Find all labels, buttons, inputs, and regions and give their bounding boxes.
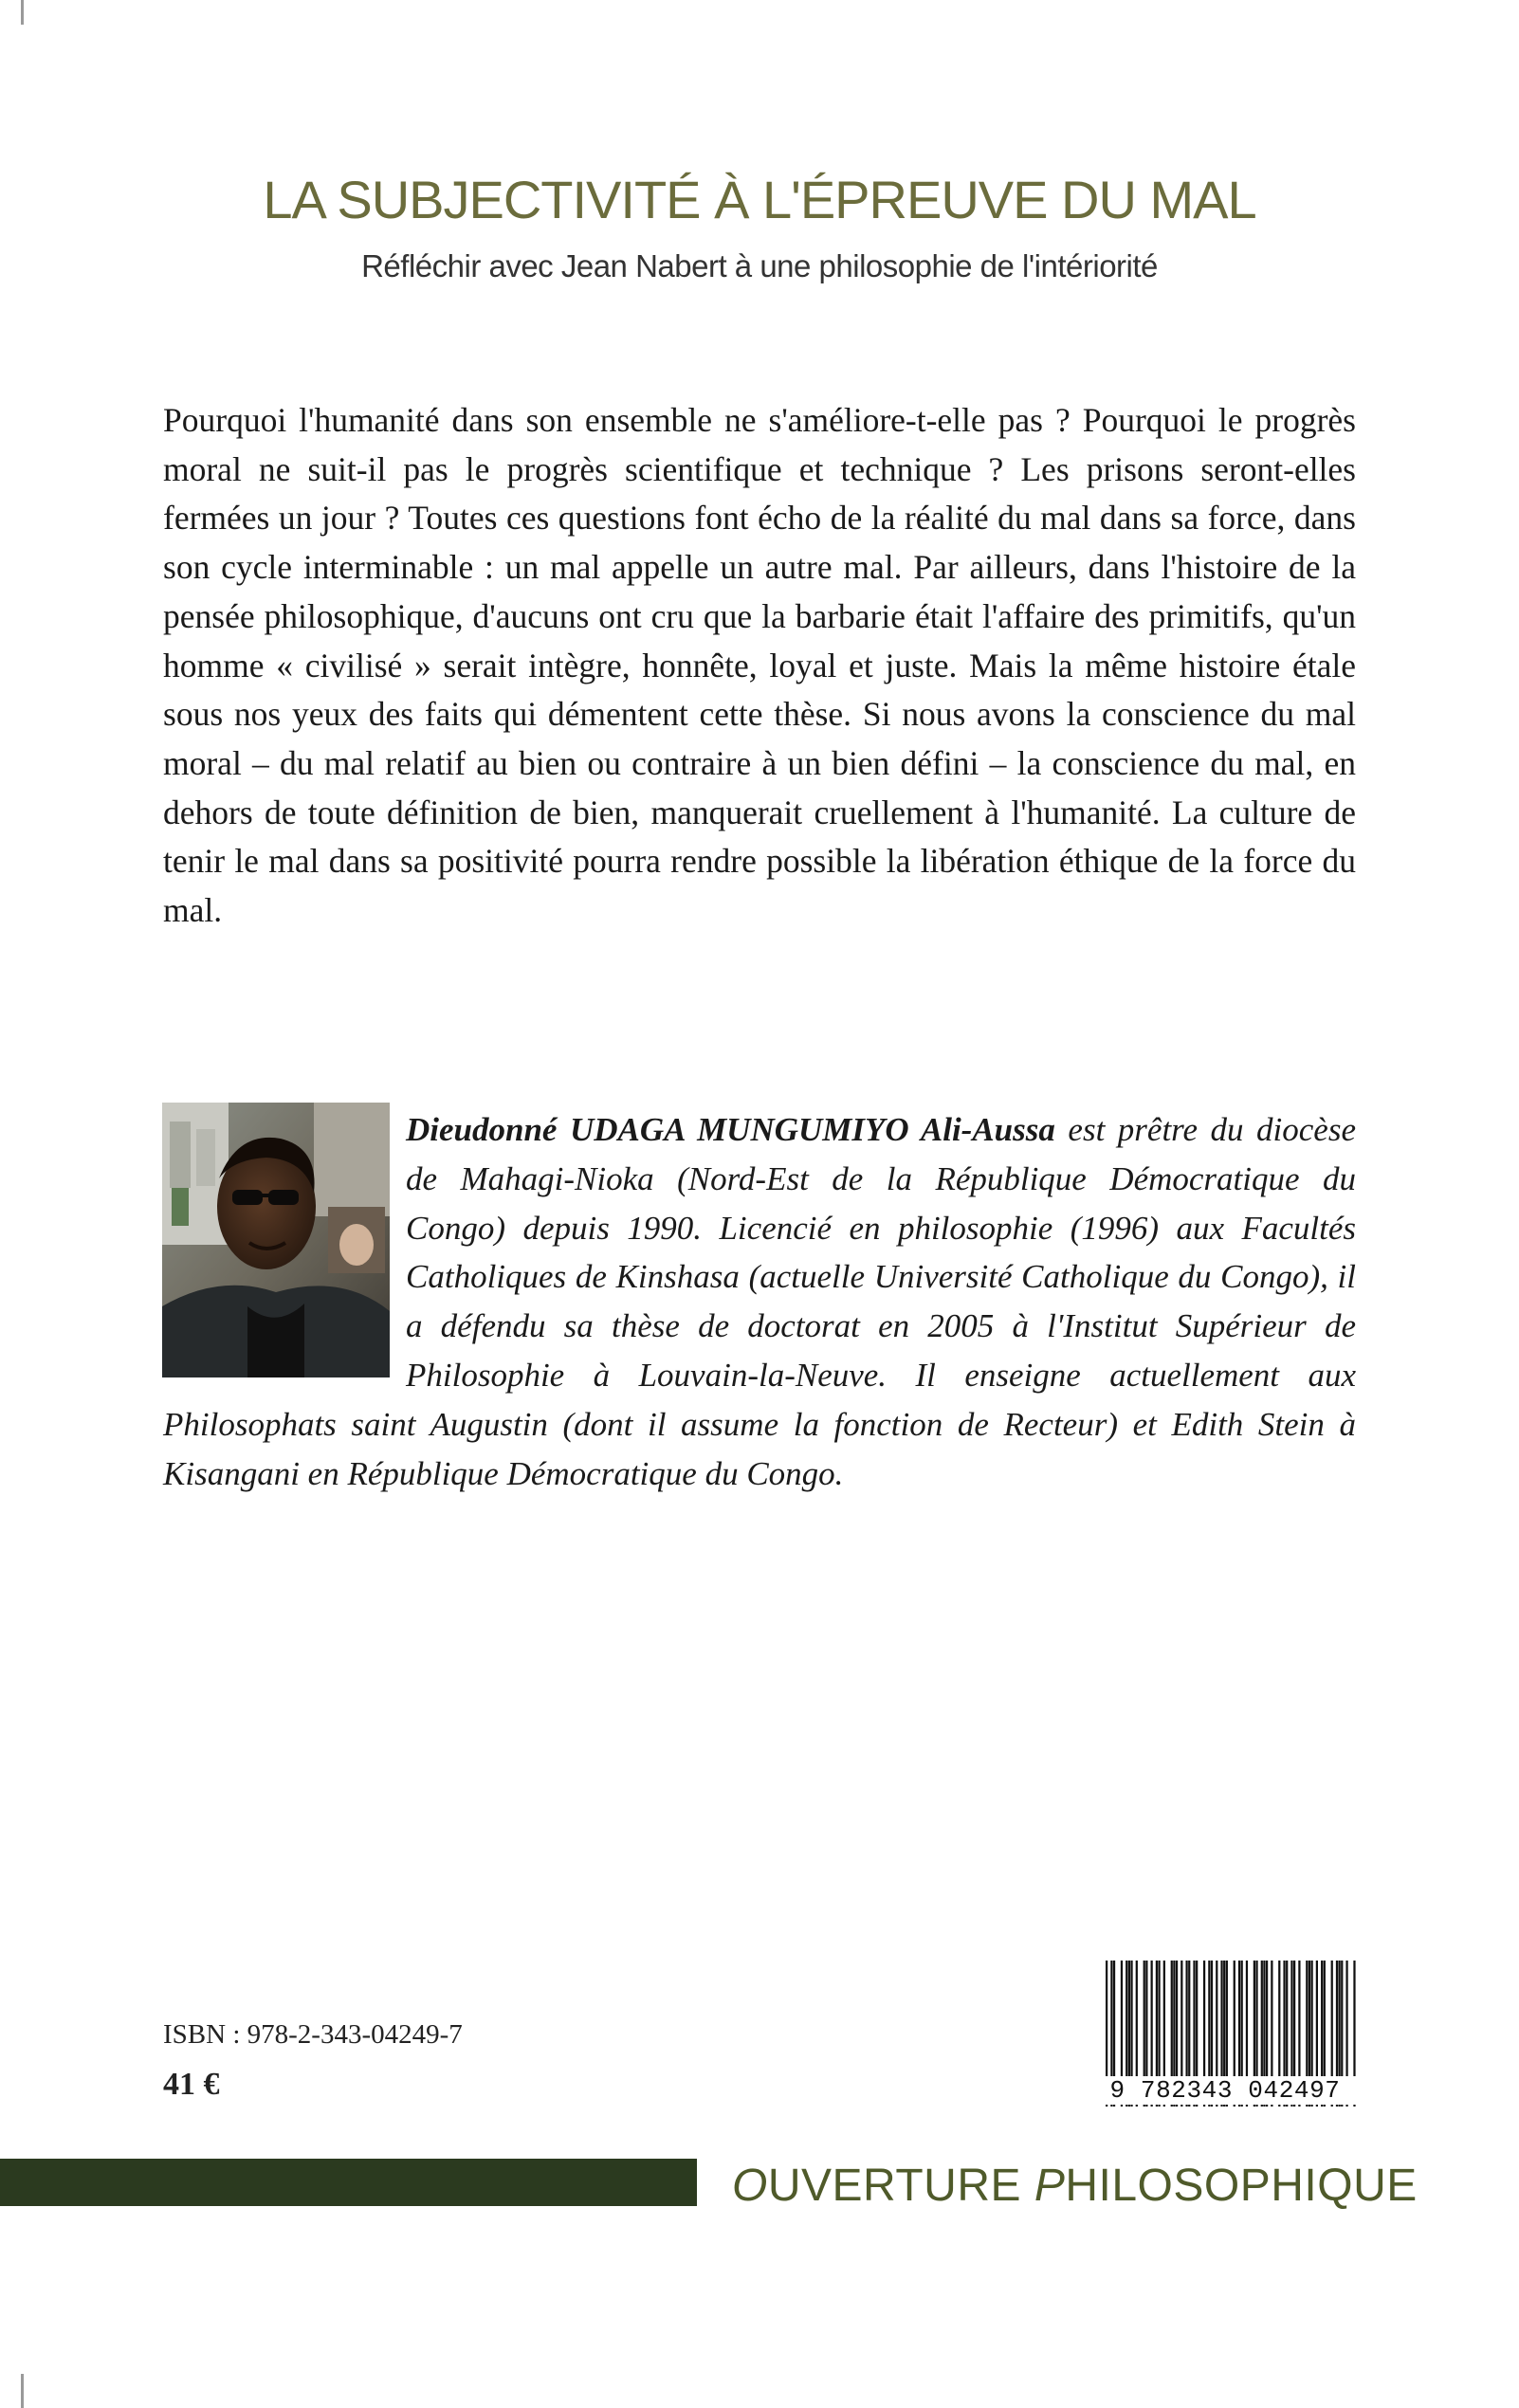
author-bio-text: est prêtre du diocèse de Mahagi-Nioka (Nord-Est de la République Démocratique du Congo) depuis 1990. Licencié en philosophie (1996) aux Facultés Catholiques de Kinshasa (actuelle Université Catholique du Congo), il a défendu sa thèse de doctorat en 2005 à l'Institut Supérieur de Philosophie à Louvain-la-Neuve. Il enseigne actuellement aux Philosophats saint Augustin (dont il assume la fonction de Recteur) et Edith Stein à Kisangani en République Démocratique du Congo.: [163, 1111, 1356, 1492]
book-subtitle: Réfléchir avec Jean Nabert à une philosophie de l'intériorité: [361, 248, 1158, 283]
barcode-digits: 9 782343 042497: [1087, 2076, 1363, 2105]
series-letter-o: O: [732, 2161, 768, 2211]
author-name: Dieudonné UDAGA MUNGUMIYO Ali-Aussa: [406, 1111, 1055, 1148]
book-summary: Pourquoi l'humanité dans son ensemble ne s'améliore-t-elle pas ? Pourquoi le progrès moral ne suit-il pas le progrès scientifique et technique ? Les prisons seront-elles fermées un jour ? Toutes ces questions font écho de la réalité du mal dans sa force, dans son cycle interminable : un mal appelle un autre mal. Par ailleurs, dans l'histoire de la pensée philosophique, d'aucuns ont cru que la barbarie était l'affaire des primitifs, qu'un homme « civilisé » serait intègre, honnête, loyal et juste. Mais la même histoire étale sous nos yeux des faits qui démentent cette thèse. Si nous avons la conscience du mal moral – du mal relatif au bien ou contraire à un bien défini – la conscience du mal, en dehors de toute définition de bien, manquerait cruellement à l'humanité. La culture de tenir le mal dans sa positivité pourra rendre possible la libération éthique de la force du mal.: [163, 401, 1356, 930]
price: 41 €: [163, 2067, 220, 2102]
series-letter-p: P: [1034, 2161, 1066, 2211]
series-name: [732, 2160, 1418, 2212]
series-word-1: UVERTURE: [767, 2161, 1034, 2211]
author-photo: [162, 1103, 390, 1377]
book-title: LA SUBJECTIVITÉ À L'ÉPREUVE DU MAL: [263, 170, 1256, 229]
crop-mark-bottom: [21, 2374, 24, 2408]
series-bar: [0, 2159, 697, 2206]
isbn: ISBN : 978-2-343-04249-7: [163, 2019, 463, 2050]
series-word-2: HILOSOPHIQUE: [1065, 2161, 1418, 2211]
crop-mark-top: [21, 0, 24, 25]
